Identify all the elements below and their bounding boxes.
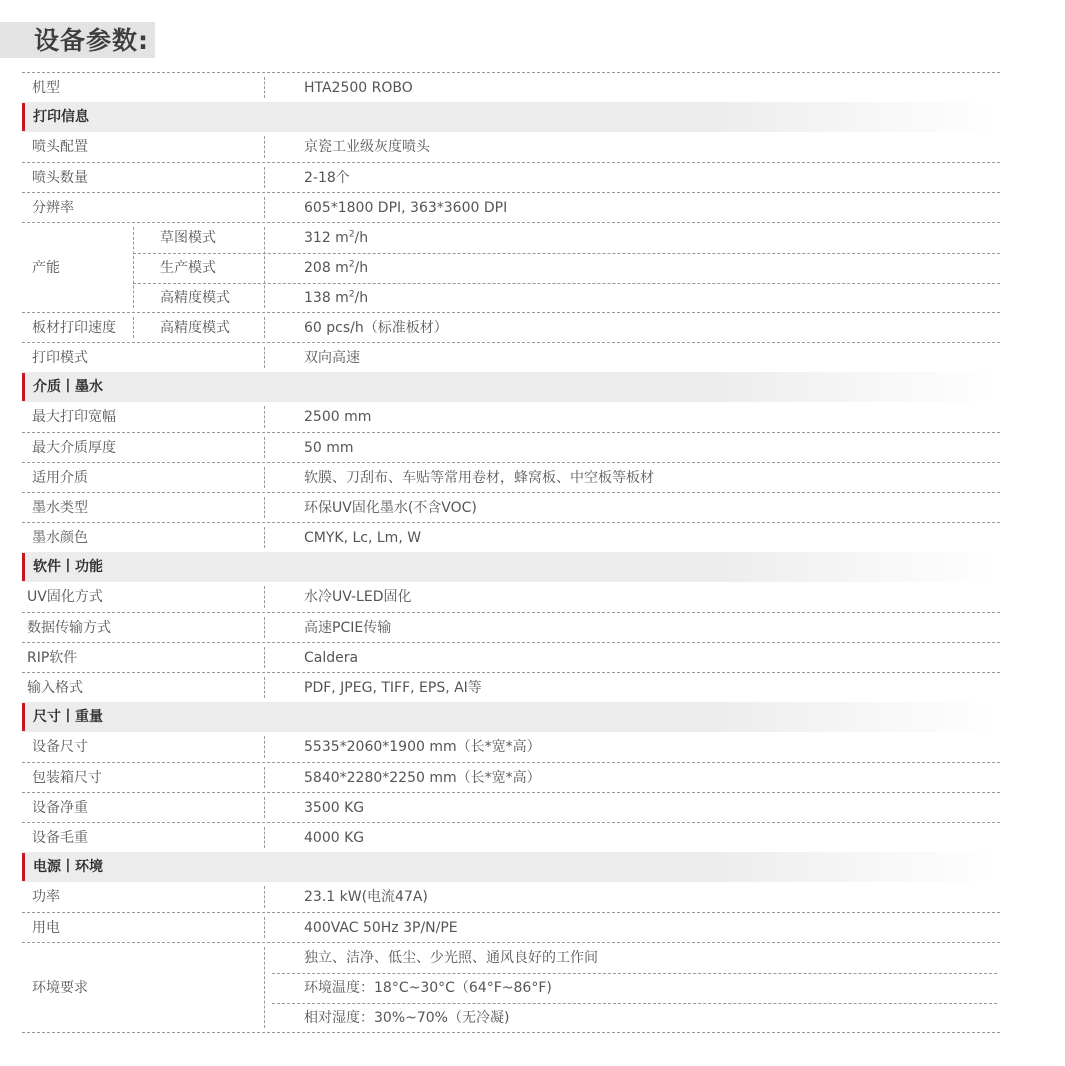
section-header-software bbox=[22, 552, 1000, 582]
spec-value: 2-18个 bbox=[304, 170, 350, 186]
spec-label: 喷头数量 bbox=[32, 170, 88, 186]
spec-row-package-size bbox=[22, 762, 1000, 792]
spec-label: 最大打印宽幅 bbox=[32, 409, 116, 425]
spec-value: 312 $m^2/h$ bbox=[304, 229, 369, 246]
spec-value: CMYK, Lc, Lm, W bbox=[304, 530, 422, 546]
spec-row-media bbox=[22, 462, 1000, 492]
spec-row-model bbox=[22, 72, 1000, 102]
page-title: 设备参数: bbox=[34, 26, 149, 55]
spec-label: 包装箱尺寸 bbox=[32, 770, 102, 786]
spec-label: 环境要求 bbox=[32, 980, 88, 996]
section-header-size bbox=[22, 702, 1000, 732]
spec-label: 功率 bbox=[32, 889, 60, 905]
spec-value: 50 mm bbox=[304, 440, 354, 456]
section-title: 介质丨墨水 bbox=[33, 379, 103, 395]
spec-label: 设备净重 bbox=[32, 800, 88, 816]
productivity-row bbox=[22, 223, 1000, 253]
spec-value: 双向高速 bbox=[304, 350, 360, 366]
spec-label: 输入格式 bbox=[27, 680, 83, 696]
spec-row-machine-size bbox=[22, 732, 1000, 762]
spec-value: 高速PCIE传输 bbox=[304, 620, 392, 636]
spec-row-gross-weight bbox=[22, 822, 1000, 852]
spec-label: 产能 bbox=[32, 260, 60, 276]
spec-value: 相对湿度：30%~70%（无冷凝) bbox=[304, 1010, 510, 1026]
mode-label: 生产模式 bbox=[160, 260, 216, 276]
section-header-print bbox=[22, 102, 1000, 132]
environment-row bbox=[22, 973, 1000, 1003]
spec-value: 3500 KG bbox=[304, 800, 365, 816]
spec-group-environment bbox=[22, 942, 1000, 1032]
spec-value: 2500 mm bbox=[304, 409, 372, 425]
spec-row-print-mode bbox=[22, 342, 1000, 372]
spec-label: 墨水颜色 bbox=[32, 530, 88, 546]
spec-row-max-thickness bbox=[22, 432, 1000, 462]
spec-row-input-format bbox=[22, 672, 1000, 702]
spec-row-data-transfer bbox=[22, 612, 1000, 642]
spec-label: RIP软件 bbox=[27, 650, 78, 666]
spec-value: 208 $m^2/h$ bbox=[304, 259, 369, 276]
spec-row-head-count bbox=[22, 162, 1000, 192]
spec-value: 环境温度：18°C~30°C（64°F~86°F) bbox=[304, 980, 552, 996]
spec-value: 软膜、刀刮布、车贴等常用卷材，蜂窝板、中空板等板材 bbox=[304, 470, 654, 486]
section-title: 尺寸丨重量 bbox=[33, 709, 103, 725]
spec-group-productivity bbox=[22, 222, 1000, 312]
spec-label: 板材打印速度 bbox=[32, 320, 116, 336]
section-accent-bar bbox=[22, 373, 25, 401]
spec-row-head-config bbox=[22, 132, 1000, 162]
environment-row bbox=[22, 943, 1000, 973]
spec-row-uv-cure bbox=[22, 582, 1000, 612]
spec-value: 京瓷工业级灰度喷头 bbox=[304, 139, 430, 155]
section-header-media bbox=[22, 372, 1000, 402]
spec-label: 适用介质 bbox=[32, 470, 88, 486]
productivity-row bbox=[22, 253, 1000, 283]
spec-value: 独立、洁净、低尘、少光照、通风良好的工作间 bbox=[304, 950, 598, 966]
spec-row-net-weight bbox=[22, 792, 1000, 822]
spec-value: 4000 KG bbox=[304, 830, 365, 846]
spec-value: Caldera bbox=[304, 650, 359, 666]
section-accent-bar bbox=[22, 553, 25, 581]
mode-label: 草图模式 bbox=[160, 230, 216, 246]
spec-row-power bbox=[22, 882, 1000, 912]
spec-row-ink-type bbox=[22, 492, 1000, 522]
environment-row bbox=[22, 1003, 1000, 1033]
spec-value: 5535*2060*1900 mm（长*宽*高） bbox=[304, 739, 541, 755]
spec-label: 设备毛重 bbox=[32, 830, 88, 846]
section-accent-bar bbox=[22, 103, 25, 131]
spec-label: 墨水类型 bbox=[32, 500, 88, 516]
spec-value: 水冷UV-LED固化 bbox=[304, 589, 412, 605]
spec-row-board-speed bbox=[22, 312, 1000, 342]
spec-value: HTA2500 ROBO bbox=[304, 80, 413, 96]
spec-row-electricity bbox=[22, 912, 1000, 942]
mode-label: 高精度模式 bbox=[160, 290, 230, 306]
spec-table bbox=[22, 72, 1000, 1033]
spec-value: 400VAC 50Hz 3P/N/PE bbox=[304, 920, 458, 936]
section-accent-bar bbox=[22, 703, 25, 731]
spec-label: 最大介质厚度 bbox=[32, 440, 116, 456]
spec-value: 环保UV固化墨水(不含VOC) bbox=[304, 500, 477, 516]
section-title: 电源丨环境 bbox=[33, 859, 103, 875]
spec-label: 设备尺寸 bbox=[32, 739, 88, 755]
section-title: 软件丨功能 bbox=[33, 559, 103, 575]
spec-value: 5840*2280*2250 mm（长*宽*高） bbox=[304, 770, 541, 786]
spec-label: 打印模式 bbox=[32, 350, 88, 366]
spec-value: 138 $m^2/h$ bbox=[304, 289, 369, 306]
spec-value: 605*1800 DPI, 363*3600 DPI bbox=[304, 200, 508, 216]
section-title: 打印信息 bbox=[33, 109, 89, 125]
spec-value: PDF, JPEG, TIFF, EPS, AI等 bbox=[304, 680, 482, 696]
spec-label: 分辨率 bbox=[32, 200, 74, 216]
section-header-power bbox=[22, 852, 1000, 882]
spec-label: 数据传输方式 bbox=[27, 620, 111, 636]
spec-value: 60 pcs/h（标准板材） bbox=[304, 320, 448, 336]
spec-row-rip bbox=[22, 642, 1000, 672]
spec-label: 机型 bbox=[32, 80, 60, 96]
spec-row-ink-colors bbox=[22, 522, 1000, 552]
spec-value: 23.1 kW(电流47A) bbox=[304, 889, 428, 905]
spec-row-resolution bbox=[22, 192, 1000, 222]
spec-label: 喷头配置 bbox=[32, 139, 88, 155]
spec-row-max-width bbox=[22, 402, 1000, 432]
spec-label: UV固化方式 bbox=[27, 589, 103, 605]
mode-label: 高精度模式 bbox=[160, 320, 230, 336]
productivity-row bbox=[22, 283, 1000, 313]
section-accent-bar bbox=[22, 853, 25, 881]
spec-label: 用电 bbox=[32, 920, 60, 936]
